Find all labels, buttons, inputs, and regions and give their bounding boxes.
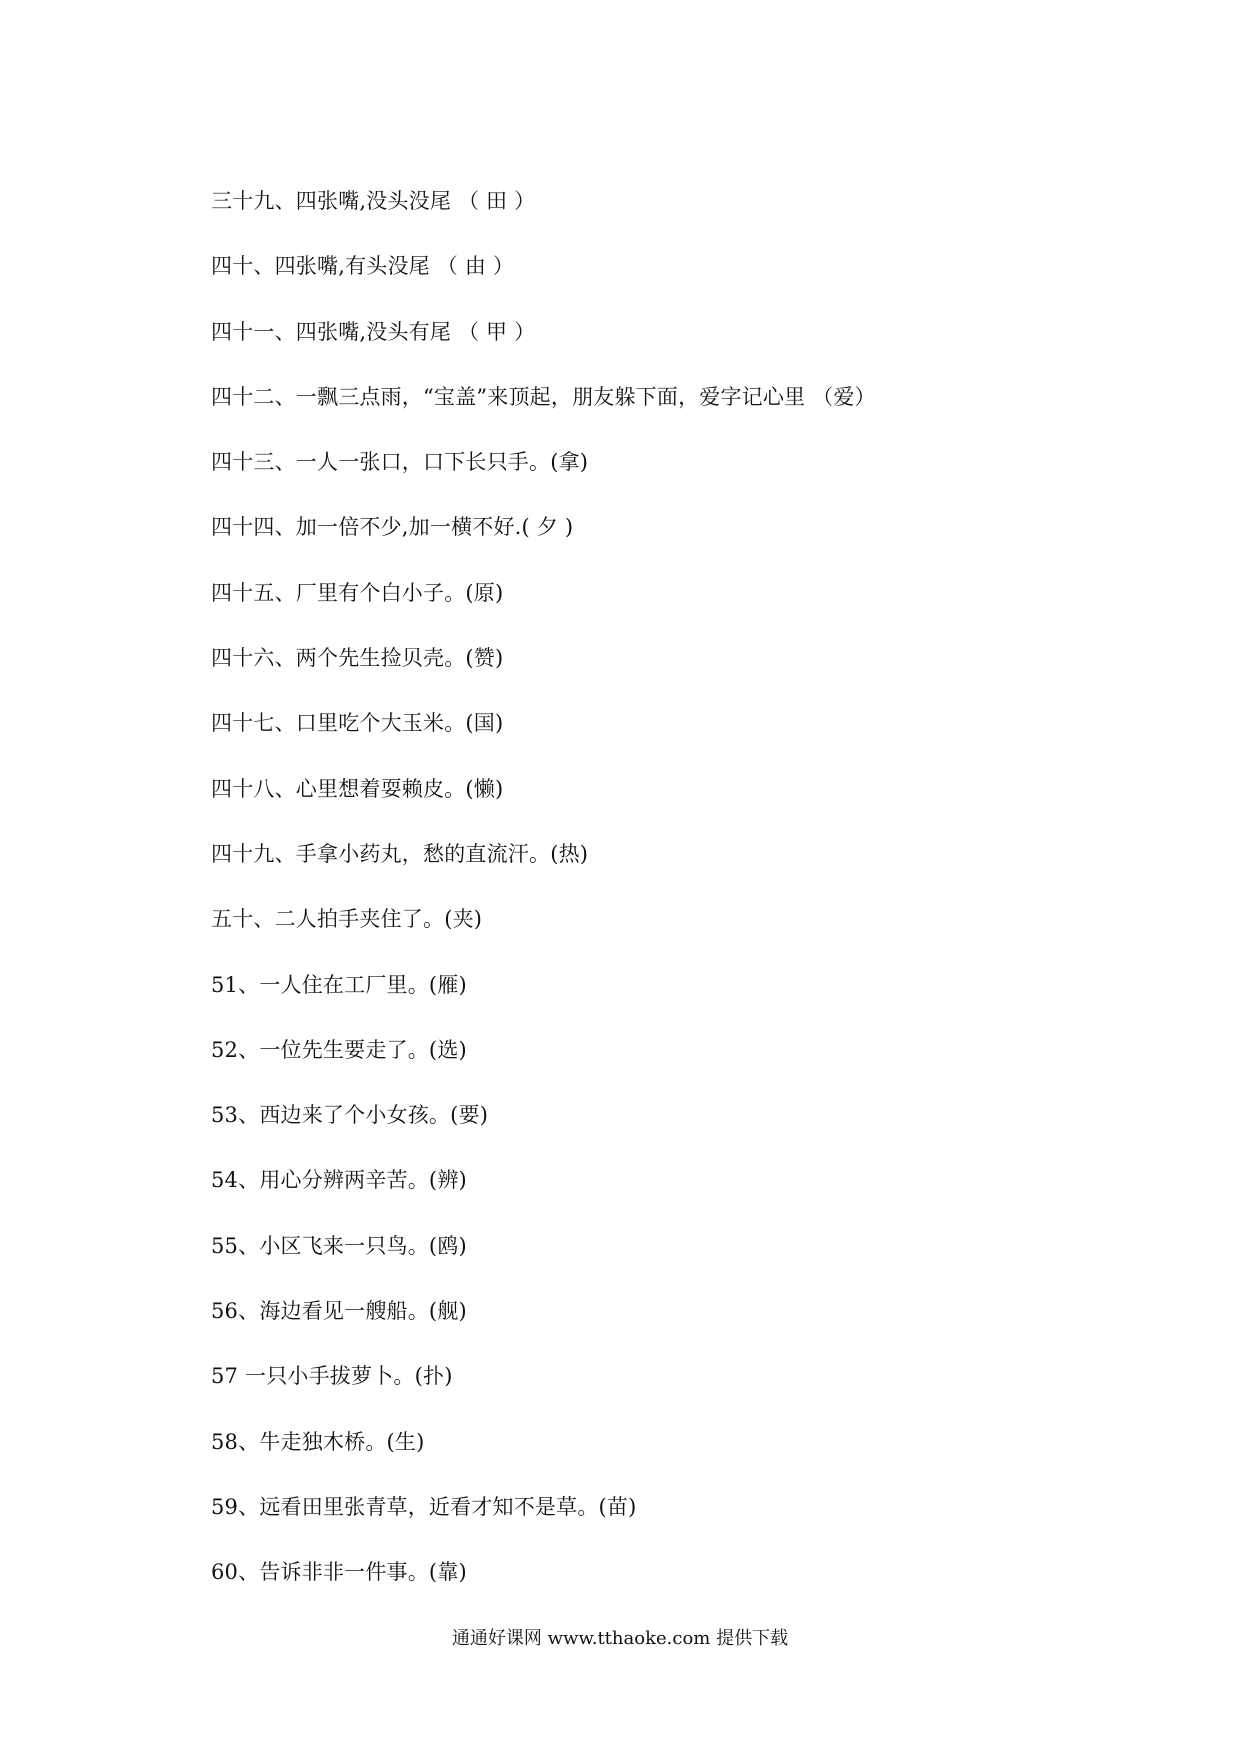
riddle-item: 四十三、一人一张口，口下长只手。(拿): [211, 450, 589, 475]
riddle-item: 四十、四张嘴,有头没尾 （ 由 ）: [211, 254, 515, 279]
riddle-item: 51、一人住在工厂里。(雁): [211, 972, 467, 997]
riddle-item: 52、一位先生要走了。(选): [211, 1037, 467, 1062]
riddle-item: 54、用心分辨两辛苦。(辨): [211, 1168, 467, 1193]
riddle-item: 53、西边来了个小女孩。(要): [211, 1103, 489, 1128]
riddle-item: 60、告诉非非一件事。(靠): [211, 1560, 467, 1585]
riddle-item: 四十八、心里想着耍赖皮。(懒): [211, 776, 504, 801]
riddle-item: 四十四、加一倍不少,加一横不好.( 夕 ): [211, 515, 574, 540]
riddle-item: 58、牛走独木桥。(生): [211, 1429, 425, 1454]
riddle-item: 56、海边看见一艘船。(舰): [211, 1299, 467, 1324]
page-footer: 通通好课网 www.tthaoke.com 提供下载: [451, 1628, 789, 1649]
riddle-item: 四十二、一飘三点雨，“宝盖”来顶起，朋友躲下面，爱字记心里 （爱）: [211, 384, 876, 409]
riddle-item: 57 一只小手拔萝卜。(扑): [211, 1364, 453, 1389]
riddle-item: 四十六、两个先生捡贝壳。(赞): [211, 646, 504, 671]
riddle-list: [211, 184, 876, 1621]
riddle-item: 四十一、四张嘴,没头有尾 （ 甲 ）: [211, 319, 536, 344]
riddle-item: 59、远看田里张青草，近看才知不是草。(苗): [211, 1494, 637, 1519]
riddle-item: 四十七、口里吃个大玉米。(国): [211, 711, 504, 736]
riddle-item: 三十九、四张嘴,没头没尾 （ 田 ）: [211, 189, 536, 213]
riddle-item: 五十、二人拍手夹住了。(夹): [211, 907, 483, 932]
riddle-item: 55、小区飞来一只鸟。(鸥): [211, 1233, 467, 1258]
riddle-item: 四十五、厂里有个白小子。(原): [211, 580, 504, 605]
riddle-item: 四十九、手拿小药丸，愁的直流汗。(热): [211, 841, 589, 866]
